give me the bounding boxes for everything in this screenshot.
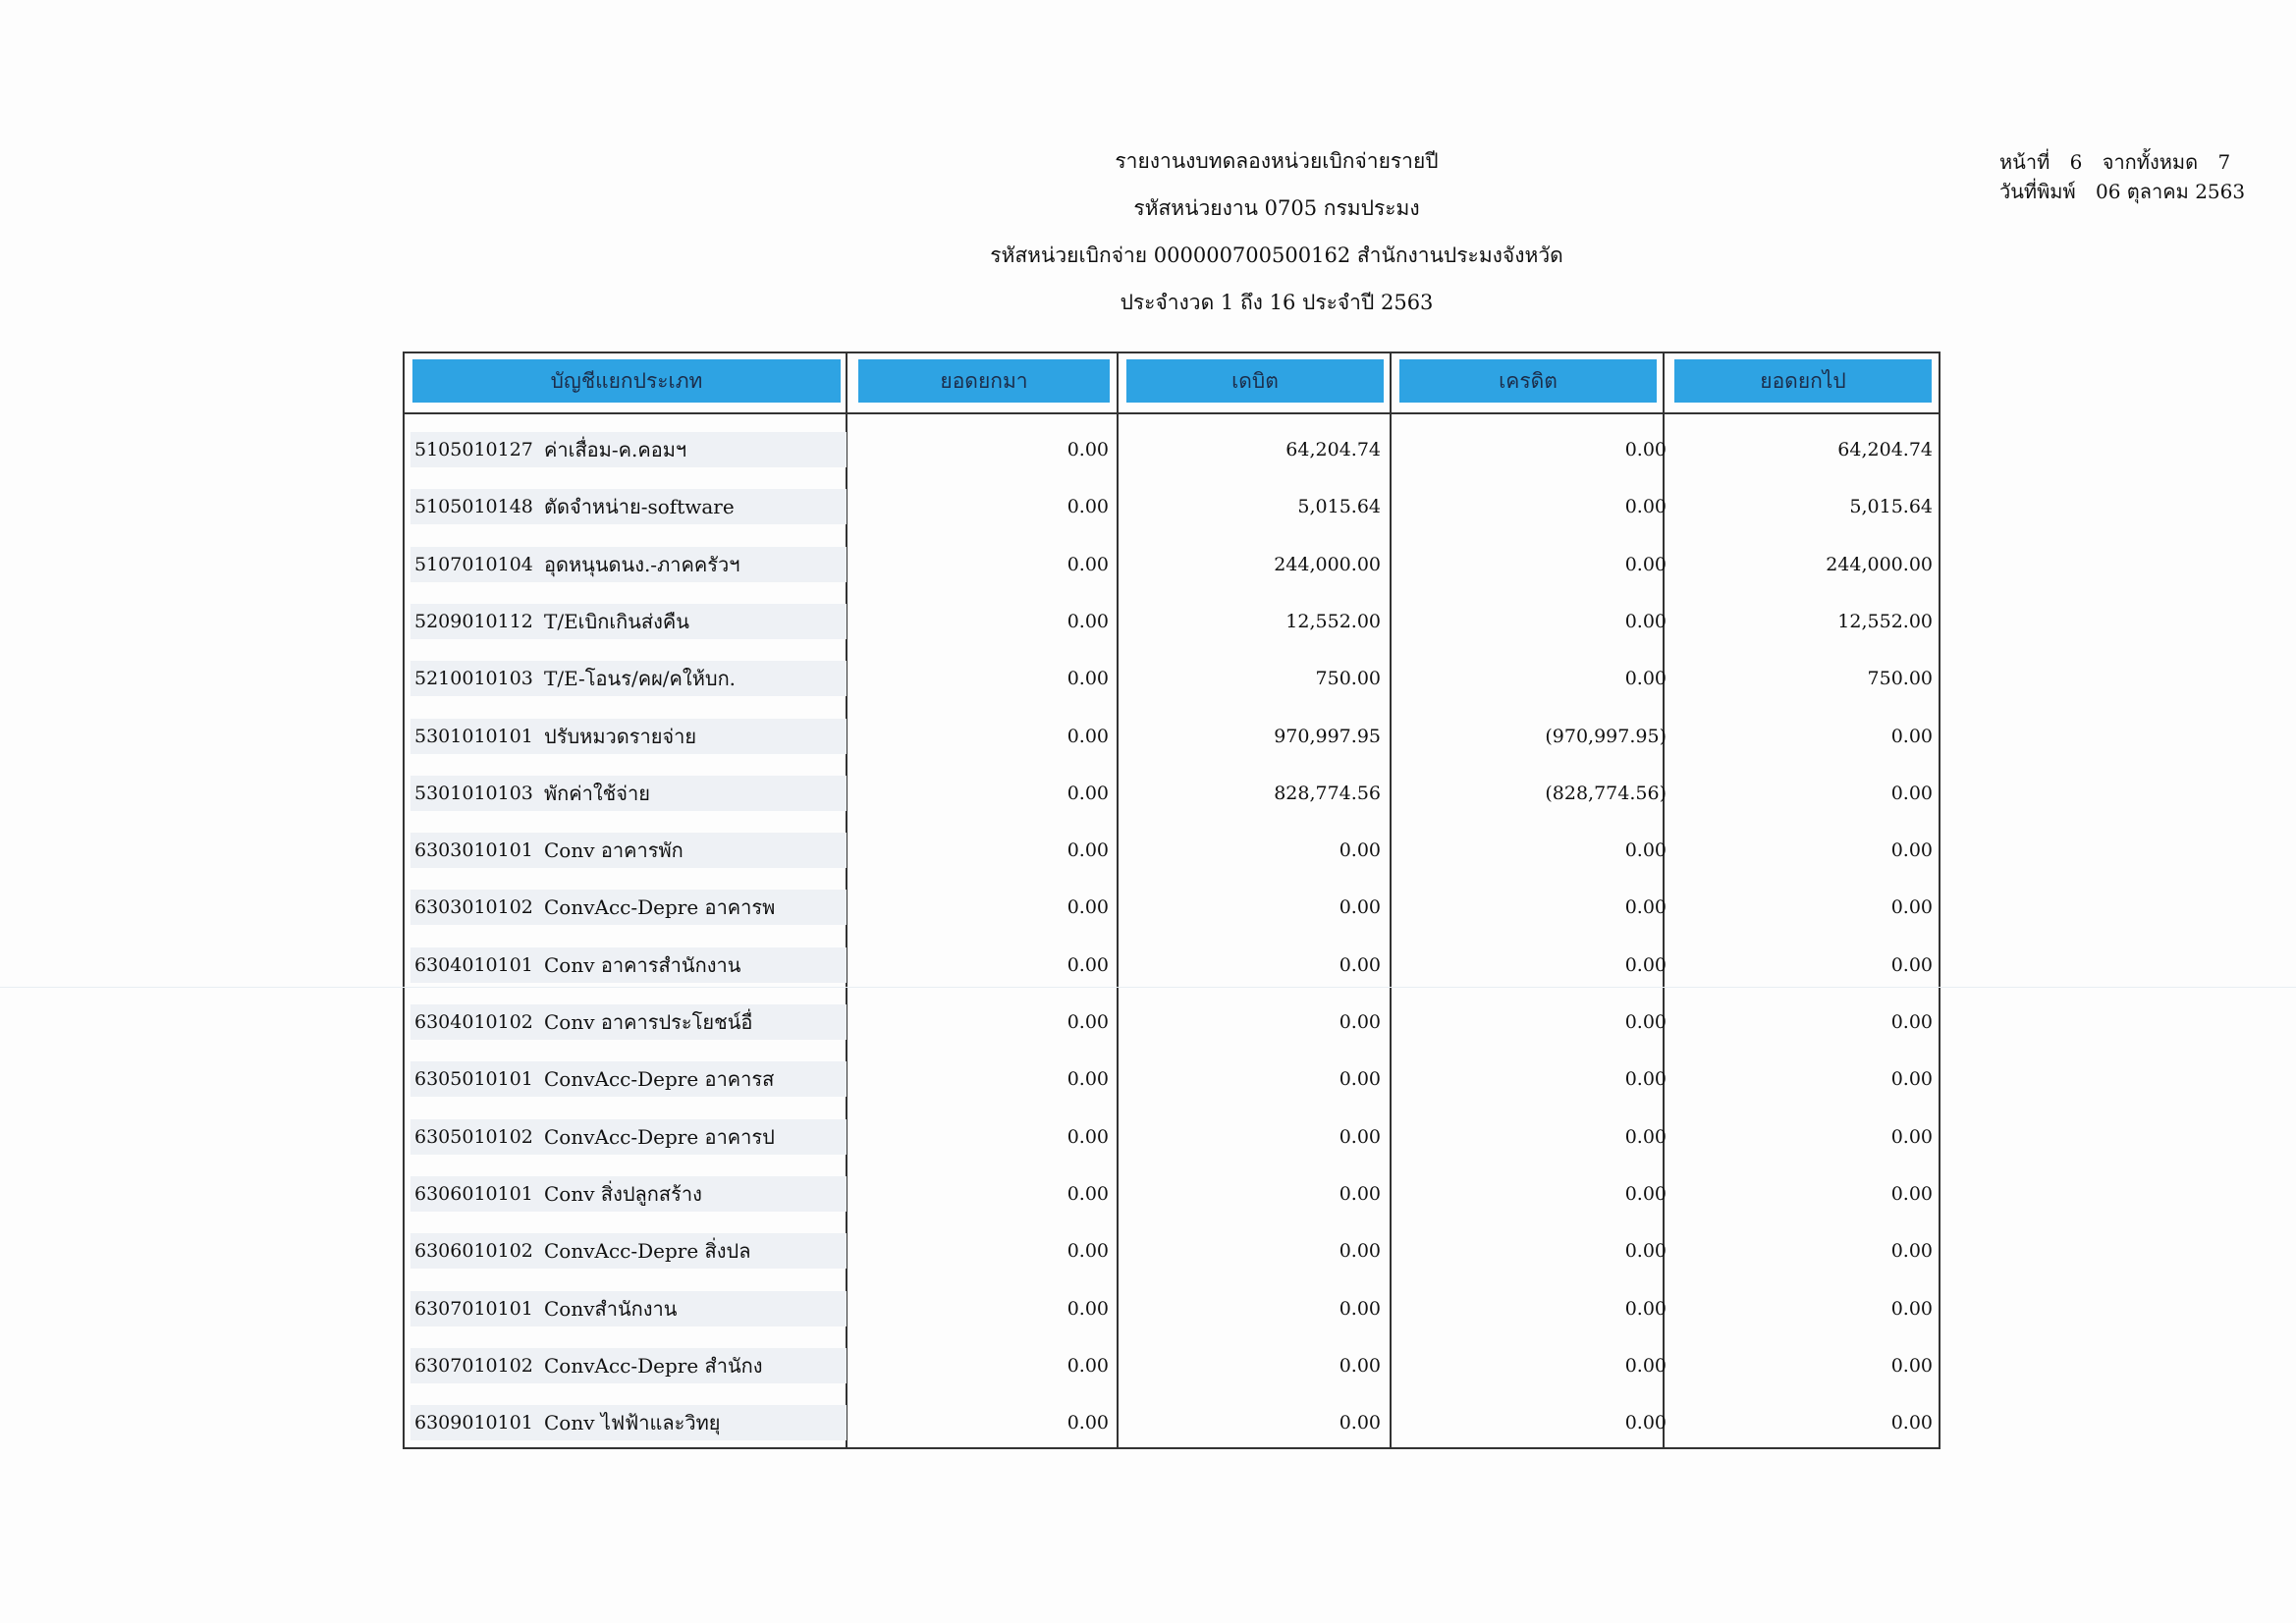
account-code: 6305010102 <box>414 1125 533 1148</box>
table-row <box>405 1338 1939 1395</box>
opening-balance: 0.00 <box>1066 1068 1109 1091</box>
period-line: ประจำงวด 1 ถึง 16 ประจำปี 2563 <box>1120 291 1434 314</box>
credit-amount: 0.00 <box>1624 1412 1667 1434</box>
account-name: พักค่าใช้จ่าย <box>544 781 650 805</box>
table-row <box>405 766 1939 823</box>
debit-amount: 0.00 <box>1339 1354 1381 1377</box>
table-row <box>405 995 1939 1052</box>
debit-amount: 0.00 <box>1339 1011 1381 1033</box>
credit-amount: 0.00 <box>1624 1125 1667 1148</box>
opening-balance: 0.00 <box>1066 610 1109 632</box>
table-row <box>405 880 1939 937</box>
account-name: ConvAcc-Depre อาคารส <box>544 1067 775 1092</box>
credit-amount: 0.00 <box>1624 1011 1667 1033</box>
account-name: ConvAcc-Depre สำนักง <box>544 1353 763 1378</box>
table-row <box>405 1281 1939 1338</box>
table-row <box>405 651 1939 708</box>
account-code: 6306010102 <box>414 1240 533 1263</box>
opening-balance: 0.00 <box>1066 1354 1109 1377</box>
report-header <box>687 137 1866 326</box>
closing-balance: 12,552.00 <box>1837 610 1933 632</box>
table-row <box>405 479 1939 536</box>
account-name: Convสำนักงาน <box>544 1296 678 1321</box>
opening-balance: 0.00 <box>1066 1297 1109 1320</box>
closing-balance: 5,015.64 <box>1849 496 1933 518</box>
account-code: 6303010101 <box>414 839 533 862</box>
page-count-line <box>1999 147 2284 177</box>
debit-amount: 0.00 <box>1339 953 1381 976</box>
closing-balance: 750.00 <box>1867 668 1933 690</box>
closing-balance: 0.00 <box>1890 1125 1933 1148</box>
debit-amount: 828,774.56 <box>1274 782 1381 804</box>
report-title: รายงานงบทดลองหน่วยเบิกจ่ายรายปี <box>1115 149 1439 173</box>
credit-amount: 0.00 <box>1624 1068 1667 1091</box>
debit-amount: 0.00 <box>1339 1125 1381 1148</box>
column-header-credit: เครดิต <box>1399 359 1657 403</box>
scan-artifact-line <box>0 987 2296 988</box>
table-row <box>405 594 1939 651</box>
table-row <box>405 1166 1939 1223</box>
account-name: ConvAcc-Depre อาคารพ <box>544 895 776 920</box>
account-code: 5105010127 <box>414 439 533 460</box>
debit-amount: 0.00 <box>1339 896 1381 919</box>
account-name: ConvAcc-Depre สิ่งปล <box>544 1239 751 1264</box>
credit-amount: 0.00 <box>1624 496 1667 518</box>
credit-amount: (828,774.56) <box>1545 782 1667 804</box>
debit-amount: 970,997.95 <box>1274 725 1381 747</box>
account-name: T/E-โอนร/คผ/คให้บก. <box>544 667 737 691</box>
credit-amount: 0.00 <box>1624 1240 1667 1263</box>
credit-amount: 0.00 <box>1624 610 1667 632</box>
opening-balance: 0.00 <box>1066 553 1109 575</box>
trial-balance-table <box>403 352 1941 1449</box>
opening-balance: 0.00 <box>1066 782 1109 804</box>
account-code: 6307010102 <box>414 1354 533 1377</box>
account-code: 6304010102 <box>414 1011 533 1033</box>
disbursing-unit-line: รหัสหน่วยเบิกจ่าย 000000700500162 สำนักงานประมงจังหวัด <box>990 243 1563 267</box>
closing-balance: 0.00 <box>1890 953 1933 976</box>
opening-balance: 0.00 <box>1066 668 1109 690</box>
opening-balance: 0.00 <box>1066 1240 1109 1263</box>
credit-amount: 0.00 <box>1624 1297 1667 1320</box>
closing-balance: 0.00 <box>1890 1297 1933 1320</box>
credit-amount: 0.00 <box>1624 553 1667 575</box>
table-row <box>405 709 1939 766</box>
table-row <box>405 1109 1939 1166</box>
closing-balance: 0.00 <box>1890 1011 1933 1033</box>
account-name: ค่าเสื่อม-ค.คอมฯ <box>544 438 687 461</box>
total-label: จากทั้งหมด <box>2102 150 2199 174</box>
closing-balance: 0.00 <box>1890 1412 1933 1434</box>
account-code: 6305010101 <box>414 1068 533 1091</box>
credit-amount: 0.00 <box>1624 1354 1667 1377</box>
credit-amount: 0.00 <box>1624 839 1667 862</box>
table-row <box>405 422 1939 479</box>
credit-amount: 0.00 <box>1624 439 1667 460</box>
opening-balance: 0.00 <box>1066 896 1109 919</box>
opening-balance: 0.00 <box>1066 1125 1109 1148</box>
account-code: 6304010101 <box>414 953 533 976</box>
page-number: 6 <box>2069 150 2083 174</box>
table-header <box>405 353 1939 414</box>
closing-balance: 0.00 <box>1890 839 1933 862</box>
table-row <box>405 1052 1939 1109</box>
closing-balance: 0.00 <box>1890 782 1933 804</box>
credit-amount: 0.00 <box>1624 953 1667 976</box>
debit-amount: 0.00 <box>1339 1412 1381 1434</box>
closing-balance: 0.00 <box>1890 1068 1933 1091</box>
opening-balance: 0.00 <box>1066 839 1109 862</box>
opening-balance: 0.00 <box>1066 439 1109 460</box>
opening-balance: 0.00 <box>1066 1412 1109 1434</box>
account-code: 6303010102 <box>414 896 533 919</box>
account-name: Conv สิ่งปลูกสร้าง <box>544 1181 702 1206</box>
column-header-opening-balance: ยอดยกมา <box>858 359 1110 403</box>
debit-amount: 5,015.64 <box>1297 496 1381 518</box>
account-name: Conv อาคารสำนักงาน <box>544 952 741 977</box>
debit-amount: 0.00 <box>1339 1297 1381 1320</box>
credit-amount: 0.00 <box>1624 668 1667 690</box>
account-name: ตัดจำหน่าย-software <box>544 495 735 519</box>
closing-balance: 0.00 <box>1890 896 1933 919</box>
closing-balance: 0.00 <box>1890 1182 1933 1205</box>
print-date-line <box>1999 177 2284 206</box>
opening-balance: 0.00 <box>1066 953 1109 976</box>
table-row <box>405 1395 1939 1452</box>
account-name: อุดหนุนดนง.-ภาคครัวฯ <box>544 552 740 576</box>
column-header-account: บัญชีแยกประเภท <box>412 359 841 403</box>
account-code: 6307010101 <box>414 1297 533 1320</box>
opening-balance: 0.00 <box>1066 1011 1109 1033</box>
account-name: ConvAcc-Depre อาคารป <box>544 1124 775 1149</box>
print-date-label: วันที่พิมพ์ <box>1999 180 2076 203</box>
debit-amount: 0.00 <box>1339 1182 1381 1205</box>
credit-amount: 0.00 <box>1624 896 1667 919</box>
table-row <box>405 823 1939 880</box>
debit-amount: 0.00 <box>1339 1068 1381 1091</box>
closing-balance: 0.00 <box>1890 1354 1933 1377</box>
closing-balance: 0.00 <box>1890 1240 1933 1263</box>
debit-amount: 244,000.00 <box>1274 553 1381 575</box>
agency-line: รหัสหน่วยงาน 0705 กรมประมง <box>1133 196 1420 220</box>
account-code: 5209010112 <box>414 610 533 632</box>
column-header-closing-balance: ยอดยกไป <box>1674 359 1932 403</box>
print-date: 06 ตุลาคม 2563 <box>2096 180 2246 203</box>
credit-amount: 0.00 <box>1624 1182 1667 1205</box>
account-code: 5301010103 <box>414 782 533 804</box>
closing-balance: 64,204.74 <box>1837 439 1933 460</box>
account-code: 6309010101 <box>414 1412 533 1434</box>
debit-amount: 12,552.00 <box>1285 610 1381 632</box>
credit-amount: (970,997.95) <box>1545 725 1667 747</box>
closing-balance: 0.00 <box>1890 725 1933 747</box>
account-code: 5301010101 <box>414 725 533 747</box>
account-code: 5210010103 <box>414 668 533 690</box>
account-code: 6306010101 <box>414 1182 533 1205</box>
account-name: Conv อาคารพัก <box>544 839 683 863</box>
debit-amount: 64,204.74 <box>1285 439 1381 460</box>
table-row <box>405 537 1939 594</box>
total-pages: 7 <box>2217 150 2231 174</box>
debit-amount: 0.00 <box>1339 839 1381 862</box>
account-code: 5105010148 <box>414 496 533 518</box>
account-code: 5107010104 <box>414 553 533 575</box>
column-header-debit: เดบิต <box>1126 359 1384 403</box>
debit-amount: 750.00 <box>1315 668 1381 690</box>
page-info <box>1999 147 2284 206</box>
opening-balance: 0.00 <box>1066 1182 1109 1205</box>
table-row <box>405 1223 1939 1280</box>
opening-balance: 0.00 <box>1066 725 1109 747</box>
closing-balance: 244,000.00 <box>1826 553 1933 575</box>
opening-balance: 0.00 <box>1066 496 1109 518</box>
debit-amount: 0.00 <box>1339 1240 1381 1263</box>
account-name: ปรับหมวดรายจ่าย <box>544 724 697 748</box>
account-name: Conv อาคารประโยชน์อื่ <box>544 1010 753 1034</box>
account-name: Conv ไฟฟ้าและวิทยุ <box>544 1411 721 1435</box>
account-name: T/Eเบิกเกินส่งคืน <box>544 609 689 633</box>
page-label: หน้าที่ <box>1999 150 2050 174</box>
table-row <box>405 938 1939 995</box>
